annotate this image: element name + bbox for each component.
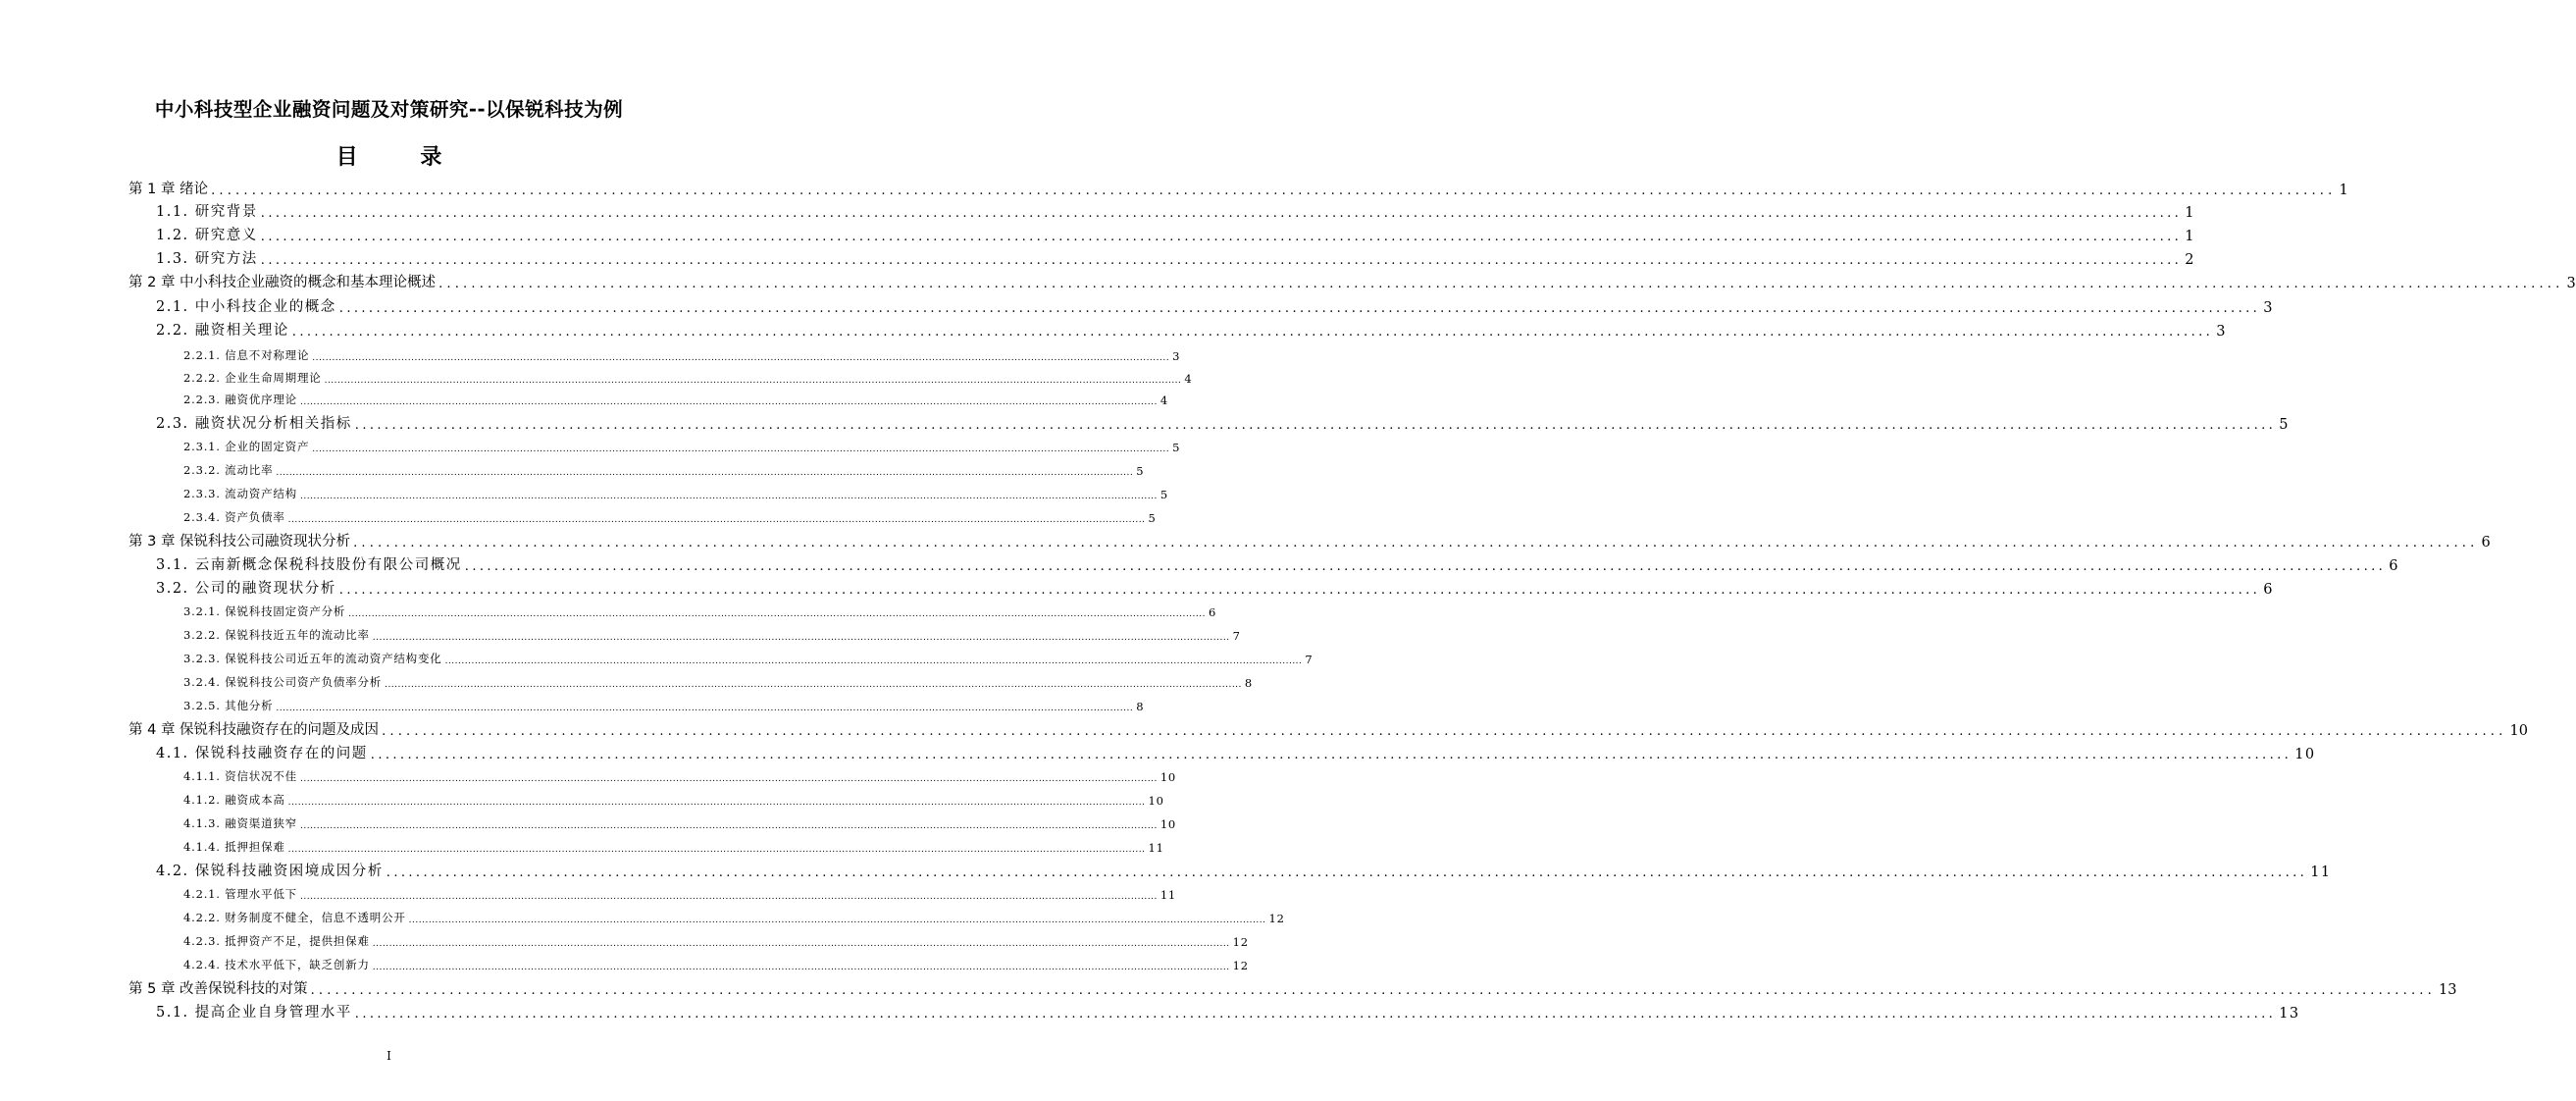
toc-entry-page: 6 xyxy=(2263,582,2274,598)
toc-entry-page: 11 xyxy=(2310,865,2332,880)
toc-leader-dots: .................................................................................................................................................................................................................................................................... xyxy=(299,821,1158,831)
toc-entry-label: 4.2.2. 财务制度不健全，信息不透明公开 xyxy=(183,911,406,924)
toc-entry-page: 5 xyxy=(1148,511,1157,525)
toc-entry-page: 5 xyxy=(1159,488,1168,501)
toc-entry-level1[interactable] xyxy=(129,529,2491,550)
document-title: 中小科技型企业融资问题及对策研究--以保锐科技为例 xyxy=(154,98,624,121)
toc-leader-dots: .................................................................................................................................................................................................................................................................... xyxy=(260,206,2183,221)
toc-leader-dots: .................................................................................................................................................................................................................................................................... xyxy=(299,892,1158,902)
toc-leader-dots: .................................................................................................................................................................................................................................................................... xyxy=(408,916,1266,925)
toc-entry-label: 第 2 章 中小科技企业融资的概念和基本理论概述 xyxy=(129,275,437,290)
toc-leader-dots: .................................................................................................................................................................................................................................................................... xyxy=(386,865,2308,880)
toc-entry-level3[interactable] xyxy=(183,764,1177,784)
toc-entry-level3[interactable] xyxy=(183,670,1254,690)
toc-entry-page: 7 xyxy=(1232,629,1241,643)
toc-entry-label: 4.2.4. 技术水平低下，缺乏创新力 xyxy=(183,958,370,971)
toc-entry-page: 1 xyxy=(2339,183,2348,198)
toc-entry-label: 3.1. 云南新概念保税科技股份有限公司概况 xyxy=(156,557,462,573)
toc-entry-label: 2.3.1. 企业的固定资产 xyxy=(183,440,310,453)
toc-entry-label: 4.1.3. 融资渠道狭窄 xyxy=(183,816,297,830)
toc-leader-dots: .................................................................................................................................................................................................................................................................... xyxy=(348,609,1206,619)
toc-entry-label: 3.2. 公司的融资现状分析 xyxy=(156,581,336,597)
toc-entry-label: 第 1 章 绪论 xyxy=(129,182,209,197)
toc-leader-dots: .................................................................................................................................................................................................................................................................... xyxy=(354,1007,2277,1022)
toc-leader-dots: .................................................................................................................................................................................................................................................................... xyxy=(385,680,1242,690)
toc-entry-level2[interactable] xyxy=(156,741,2316,762)
toc-leader-dots: .................................................................................................................................................................................................................................................................... xyxy=(324,376,1182,386)
toc-leader-dots: .................................................................................................................................................................................................................................................................... xyxy=(438,277,2564,291)
toc-entry-level3[interactable] xyxy=(183,835,1164,855)
toc-entry-level2[interactable] xyxy=(156,223,2195,244)
toc-heading: 目 录 xyxy=(335,145,470,170)
toc-leader-dots: .................................................................................................................................................................................................................................................................... xyxy=(287,798,1146,808)
toc-entry-level3[interactable] xyxy=(183,647,1314,666)
toc-entry-level2[interactable] xyxy=(156,1000,2300,1022)
toc-entry-level3[interactable] xyxy=(183,388,1168,407)
toc-leader-dots: .................................................................................................................................................................................................................................................................... xyxy=(299,774,1158,784)
toc-leader-dots: .................................................................................................................................................................................................................................................................... xyxy=(211,184,2337,198)
toc-entry-page: 8 xyxy=(1136,700,1145,713)
toc-leader-dots: .................................................................................................................................................................................................................................................................... xyxy=(310,983,2436,998)
toc-entry-page: 3 xyxy=(2216,324,2227,340)
toc-entry-level3[interactable] xyxy=(183,812,1177,831)
toc-entry-page: 1 xyxy=(2185,205,2195,221)
toc-entry-level2[interactable] xyxy=(156,318,2227,340)
toc-entry-level3[interactable] xyxy=(183,882,1177,902)
toc-entry-page: 3 xyxy=(2566,276,2576,291)
toc-entry-level3[interactable] xyxy=(183,458,1145,478)
toc-entry-label: 4.1.1. 资信状况不佳 xyxy=(183,769,297,783)
toc-leader-dots: .................................................................................................................................................................................................................................................................... xyxy=(260,230,2183,244)
toc-leader-dots: .................................................................................................................................................................................................................................................................... xyxy=(276,468,1134,478)
toc-leader-dots: .................................................................................................................................................................................................................................................................... xyxy=(299,492,1158,501)
toc-entry-page: 2 xyxy=(2185,252,2195,268)
toc-leader-dots: .................................................................................................................................................................................................................................................................... xyxy=(338,301,2261,316)
toc-leader-dots: .................................................................................................................................................................................................................................................................... xyxy=(464,559,2387,574)
toc-entry-label: 2.1. 中小科技企业的概念 xyxy=(156,299,336,315)
toc-entry-label: 2.2.1. 信息不对称理论 xyxy=(183,348,310,362)
toc-entry-level3[interactable] xyxy=(183,694,1145,713)
toc-entry-label: 3.2.2. 保锐科技近五年的流动比率 xyxy=(183,628,370,642)
toc-entry-label: 2.2. 融资相关理论 xyxy=(156,323,289,339)
toc-entry-page: 4 xyxy=(1184,372,1193,386)
toc-leader-dots: .................................................................................................................................................................................................................................................................... xyxy=(353,536,2479,550)
toc-entry-label: 2.3. 融资状况分析相关指标 xyxy=(156,416,352,432)
toc-entry-label: 2.3.3. 流动资产结构 xyxy=(183,487,297,500)
toc-leader-dots: .................................................................................................................................................................................................................................................................... xyxy=(312,445,1170,454)
toc-entry-label: 2.2.2. 企业生命周期理论 xyxy=(183,371,322,385)
toc-entry-page: 3 xyxy=(2263,300,2274,316)
toc-leader-dots: .................................................................................................................................................................................................................................................................... xyxy=(299,397,1158,407)
toc-entry-page: 6 xyxy=(2389,558,2399,574)
toc-entry-level2[interactable] xyxy=(156,199,2195,221)
toc-entry-label: 4.2.1. 管理水平低下 xyxy=(183,887,297,901)
toc-entry-level3[interactable] xyxy=(183,482,1168,501)
toc-entry-level3[interactable] xyxy=(183,929,1249,949)
toc-entry-label: 2.2.3. 融资优序理论 xyxy=(183,393,297,406)
toc-entry-level3[interactable] xyxy=(183,343,1181,363)
toc-entry-label: 2.3.4. 资产负债率 xyxy=(183,510,285,524)
toc-entry-label: 4.1.2. 融资成本高 xyxy=(183,793,285,807)
toc-entry-level3[interactable] xyxy=(183,600,1217,619)
toc-entry-page: 10 xyxy=(1159,817,1177,831)
toc-entry-page: 7 xyxy=(1305,653,1314,666)
page-number: I xyxy=(386,1049,391,1063)
toc-leader-dots: .................................................................................................................................................................................................................................................................... xyxy=(287,845,1146,855)
toc-entry-label: 3.2.5. 其他分析 xyxy=(183,699,274,712)
toc-entry-level1[interactable] xyxy=(129,976,2457,998)
toc-entry-level2[interactable] xyxy=(156,859,2332,880)
toc-entry-level3[interactable] xyxy=(183,366,1193,386)
toc-entry-label: 4.2.3. 抵押资产不足，提供担保难 xyxy=(183,934,370,948)
toc-entry-label: 4.1. 保锐科技融资存在的问题 xyxy=(156,746,368,761)
toc-entry-level3[interactable] xyxy=(183,788,1164,808)
toc-entry-page: 3 xyxy=(1172,349,1181,363)
toc-leader-dots: .................................................................................................................................................................................................................................................................... xyxy=(372,939,1230,949)
toc-entry-label: 2.3.2. 流动比率 xyxy=(183,463,274,477)
toc-leader-dots: .................................................................................................................................................................................................................................................................... xyxy=(354,418,2277,433)
toc-leader-dots: .................................................................................................................................................................................................................................................................... xyxy=(372,963,1230,972)
toc-entry-page: 5 xyxy=(1172,441,1181,454)
toc-entry-page: 13 xyxy=(2279,1006,2300,1022)
toc-leader-dots: .................................................................................................................................................................................................................................................................... xyxy=(276,704,1134,713)
toc-entry-label: 3.2.1. 保锐科技固定资产分析 xyxy=(183,604,346,618)
toc-entry-label: 第 5 章 改善保锐科技的对策 xyxy=(129,981,308,997)
toc-entry-page: 6 xyxy=(1209,605,1217,619)
toc-entry-page: 12 xyxy=(1232,935,1249,949)
toc-leader-dots: .................................................................................................................................................................................................................................................................... xyxy=(372,633,1230,643)
toc-leader-dots: .................................................................................................................................................................................................................................................................... xyxy=(291,325,2214,340)
toc-entry-label: 5.1. 提高企业自身管理水平 xyxy=(156,1005,352,1021)
toc-entry-label: 1.2. 研究意义 xyxy=(156,228,258,243)
toc-entry-page: 5 xyxy=(2279,417,2290,433)
toc-leader-dots: .................................................................................................................................................................................................................................................................... xyxy=(260,253,2183,268)
toc-entry-label: 4.2. 保锐科技融资困境成因分析 xyxy=(156,864,384,879)
toc-entry-page: 12 xyxy=(1232,959,1249,972)
toc-entry-level1[interactable] xyxy=(129,177,2348,198)
toc-entry-label: 第 3 章 保锐科技公司融资现状分析 xyxy=(129,534,351,550)
toc-entry-level1[interactable] xyxy=(129,717,2528,739)
toc-leader-dots: .................................................................................................................................................................................................................................................................... xyxy=(287,515,1146,525)
toc-entry-page: 13 xyxy=(2438,982,2457,998)
toc-entry-page: 12 xyxy=(1268,912,1285,925)
toc-entry-level2[interactable] xyxy=(156,552,2399,574)
toc-entry-page: 11 xyxy=(1159,888,1177,902)
toc-entry-page: 1 xyxy=(2185,229,2195,244)
toc-entry-label: 3.2.3. 保锐科技公司近五年的流动资产结构变化 xyxy=(183,652,442,665)
toc-leader-dots: .................................................................................................................................................................................................................................................................... xyxy=(444,656,1303,666)
toc-entry-page: 11 xyxy=(1148,841,1164,855)
toc-entry-page: 10 xyxy=(2294,747,2316,762)
toc-entry-label: 1.3. 研究方法 xyxy=(156,251,258,267)
toc-entry-page: 10 xyxy=(1159,770,1177,784)
toc-entry-level3[interactable] xyxy=(183,623,1241,643)
toc-leader-dots: .................................................................................................................................................................................................................................................................... xyxy=(312,353,1170,363)
toc-entry-label: 3.2.4. 保锐科技公司资产负债率分析 xyxy=(183,675,383,689)
toc-entry-page: 8 xyxy=(1244,676,1254,690)
toc-entry-page: 10 xyxy=(1148,794,1164,808)
toc-entry-level2[interactable] xyxy=(156,576,2274,598)
toc-entry-level3[interactable] xyxy=(183,953,1249,972)
toc-entry-label: 1.1. 研究背景 xyxy=(156,204,258,220)
toc-leader-dots: .................................................................................................................................................................................................................................................................... xyxy=(382,724,2507,739)
toc-entry-page: 5 xyxy=(1136,464,1145,478)
toc-entry-label: 第 4 章 保锐科技融资存在的问题及成因 xyxy=(129,722,380,738)
toc-entry-page: 6 xyxy=(2481,535,2491,550)
toc-entry-page: 4 xyxy=(1159,393,1168,407)
toc-entry-level2[interactable] xyxy=(156,411,2290,433)
toc-entry-level2[interactable] xyxy=(156,246,2195,268)
toc-entry-level1[interactable] xyxy=(129,270,2576,291)
toc-entry-level2[interactable] xyxy=(156,294,2274,316)
toc-leader-dots: .................................................................................................................................................................................................................................................................... xyxy=(338,583,2261,598)
toc-entry-level3[interactable] xyxy=(183,435,1181,454)
toc-entry-level3[interactable] xyxy=(183,505,1157,525)
toc-leader-dots: .................................................................................................................................................................................................................................................................... xyxy=(370,748,2293,762)
toc-entry-label: 4.1.4. 抵押担保难 xyxy=(183,840,285,854)
toc-entry-page: 10 xyxy=(2509,723,2528,739)
toc-entry-level3[interactable] xyxy=(183,906,1285,925)
